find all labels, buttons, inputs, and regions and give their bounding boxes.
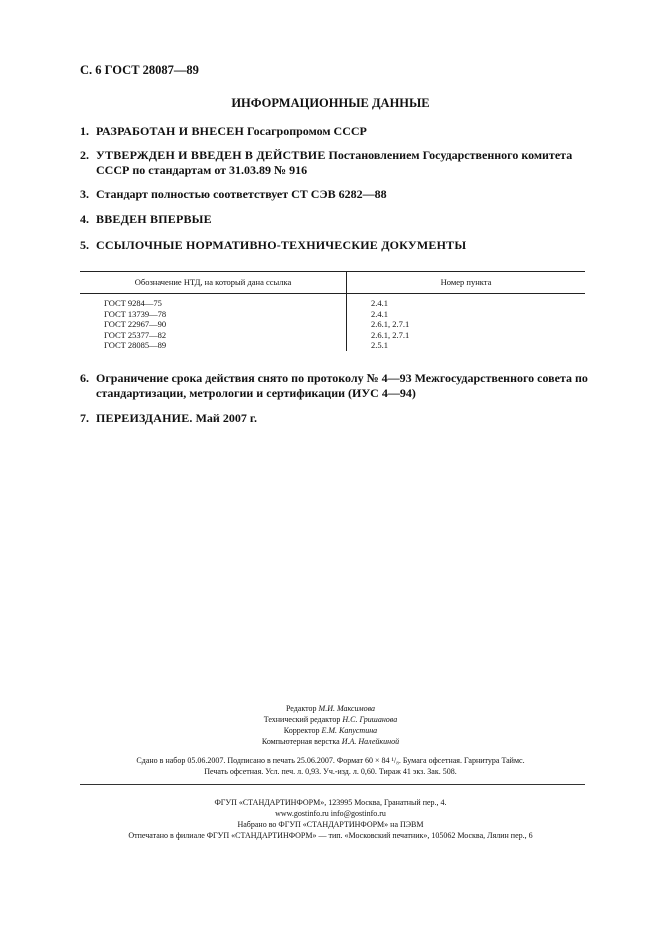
clause-cell: 2.6.1, 2.7.1 [371,329,410,340]
item-text: Стандарт полностью соответствует СТ СЭВ 6282—88 [96,187,387,201]
item-text: Госагропромом СССР [244,124,367,138]
clause-cell: 2.4.1 [371,308,388,319]
document-cell: ГОСТ 13739—78 [80,309,347,320]
item-text: Ограничение срока действия снято по протоколу № 4—93 Межгосударственного совета по стандартизации, метрологии и сертификации (ИУС 4—94) [96,371,588,400]
clause-cell: 2.4.1 [371,298,388,308]
item-caps: РАЗРАБОТАН И ВНЕСЕН [96,124,245,138]
editor-line [0,736,661,747]
info-item-2 [80,148,590,178]
publisher-line: Отпечатано в филиале ФГУП «СТАНДАРТИНФОРМ» — тип. «Московский печатник», 105062 Москва, Лялин пер., 6 [128,831,533,840]
item-number: 4. [80,212,89,226]
print-details-line-2: Печать офсетная. Усл. печ. л. 0,93. Уч.-изд. л. 0,60. Тираж 41 экз. Зак. 508. [204,767,457,776]
divider [80,784,585,785]
item-caps: ВВЕДЕН ВПЕРВЫЕ [96,212,212,226]
item-number: 2. [80,148,89,162]
section-title: ИНФОРМАЦИОННЫЕ ДАННЫЕ [231,96,430,110]
editor-role: Корректор [283,726,320,735]
item-number: 1. [80,124,89,138]
editor-name: М.И. Максимова [318,704,376,713]
item-text: Постановлением Государственного комитета СССР по стандартам от 31.03.89 № 916 [96,148,573,177]
editor-name: И.А. Налейкиной [341,737,400,746]
item-number: 6. [80,371,89,385]
editor-role: Технический редактор [263,715,341,724]
column-header-document: Обозначение НТД, на который дана ссылка [80,272,347,294]
editor-line [0,703,661,714]
publisher-line: ФГУП «СТАНДАРТИНФОРМ», 123995 Москва, Гранатный пер., 4. [214,798,447,807]
item-caps: УТВЕРЖДЕН И ВВЕДЕН В ДЕЙСТВИЕ [96,148,326,162]
editor-line [0,725,661,736]
publisher-line: Набрано во ФГУП «СТАНДАРТИНФОРМ» на ПЭВМ [237,820,424,829]
item-text: Май 2007 г. [192,411,257,425]
info-item-5 [80,238,590,253]
info-item-7 [80,411,590,426]
editor-line [0,714,661,725]
clause-cell: 2.5.1 [371,340,388,350]
item-number: 3. [80,187,89,201]
publisher-line: www.gostinfo.ru info@gostinfo.ru [275,809,386,818]
item-number: 5. [80,238,89,252]
info-item-4 [80,212,590,227]
document-cell: ГОСТ 28085—89 [80,340,347,351]
editors-block [0,703,661,747]
document-cell: ГОСТ 9284—75 [80,294,347,309]
page-header: С. 6 ГОСТ 28087—89 [80,63,199,77]
editor-role: Редактор [285,704,317,713]
editor-role: Компьютерная верстка [261,737,340,746]
document-cell: ГОСТ 22967—90 [80,319,347,330]
item-number: 7. [80,411,89,425]
table-row [80,294,585,309]
table-row [80,319,585,330]
print-details [0,755,661,777]
editor-name: Е.М. Капустина [321,726,378,735]
print-details-line-1: Сдано в набор 05.06.2007. Подписано в печать 25.06.2007. Формат 60 × 84 ¹/₈. Бумага офсетная. Гарнитура Таймс. [136,756,525,765]
item-caps: ПЕРЕИЗДАНИЕ. [96,411,193,425]
info-item-6 [80,371,590,401]
item-caps: ССЫЛОЧНЫЕ НОРМАТИВНО-ТЕХНИЧЕСКИЕ ДОКУМЕНТЫ [96,238,467,252]
column-header-clause: Номер пункта [347,272,586,294]
table-header-row [80,272,585,294]
editor-name: Н.С. Гришанова [342,715,398,724]
table-row [80,340,585,351]
table-row [80,330,585,341]
table-row [80,309,585,320]
clause-cell: 2.6.1, 2.7.1 [371,319,410,329]
info-item-1 [80,124,590,139]
publisher-block [0,797,661,841]
references-table [80,271,585,351]
document-cell: ГОСТ 25377—82 [80,330,347,341]
info-item-3 [80,187,590,202]
